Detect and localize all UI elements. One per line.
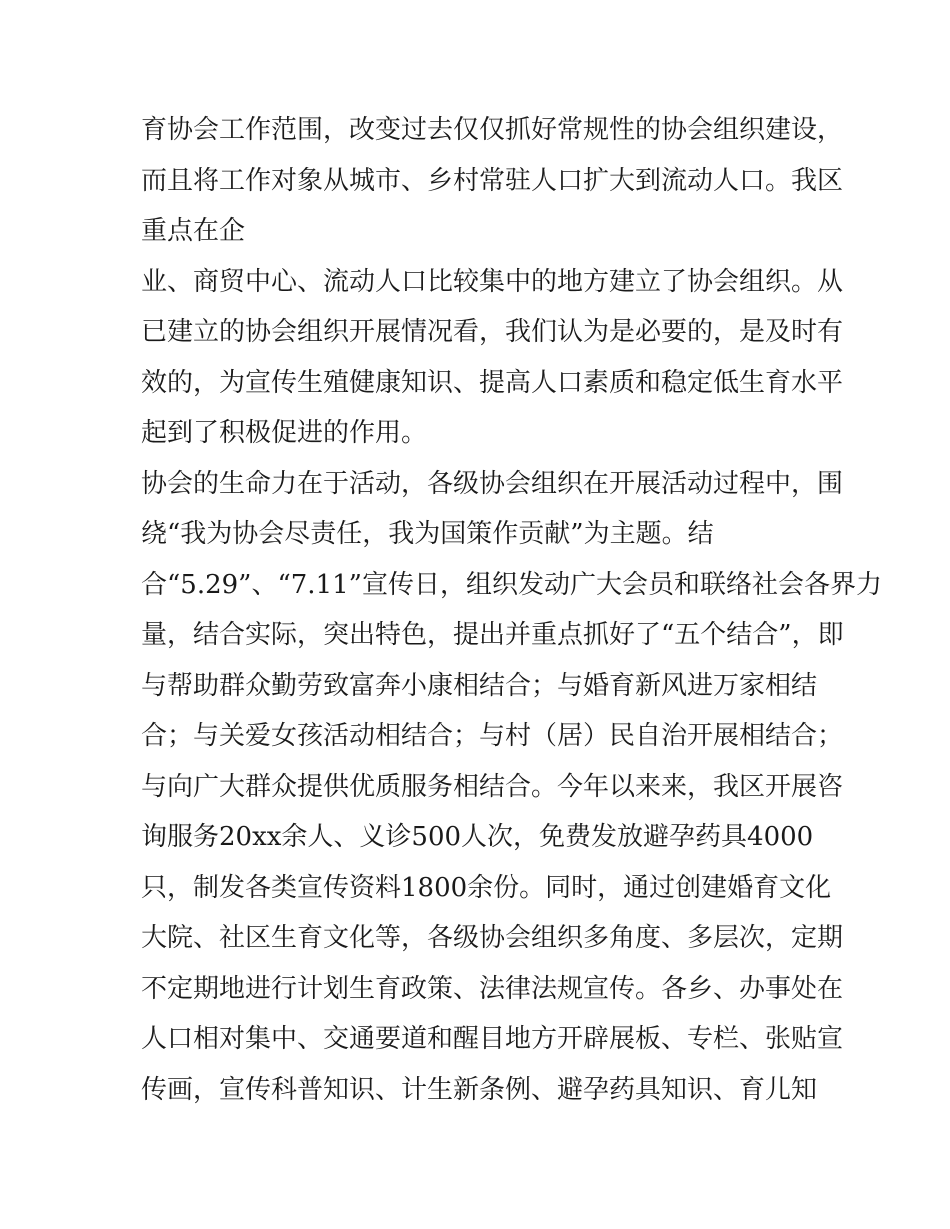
text-line: 合；与关爱女孩活动相结合；与村（居）民自治开展相结合； bbox=[141, 721, 844, 751]
text-line: 起到了积极促进的作用。 bbox=[141, 418, 428, 448]
text-line: 大院、社区生育文化等，各级协会组织多角度、多层次，定期 bbox=[141, 923, 844, 953]
text-line: 与帮助群众勤劳致富奔小康相结合；与婚育新风进万家相结 bbox=[141, 670, 818, 701]
text-line: 合“5.29”、“7.11”宣传日，组织发动广大会员和联络社会各界力 bbox=[141, 569, 882, 600]
text-line: 协会的生命力在于活动，各级协会组织在开展活动过程中，围 bbox=[141, 468, 844, 499]
text-line: 已建立的协会组织开展情况看，我们认为是必要的，是及时有 bbox=[141, 317, 844, 347]
text-line: 而且将工作对象从城市、乡村常驻人口扩大到流动人口。我区 bbox=[141, 165, 844, 196]
text-line: 重点在企 bbox=[141, 216, 246, 246]
text-line: 量，结合实际，突出特色，提出并重点抓好了“五个结合”，即 bbox=[141, 620, 844, 650]
text-line: 不定期地进行计划生育政策、法律法规宣传。各乡、办事处在 bbox=[141, 973, 844, 1004]
text-line: 传画，宣传科普知识、计生新条例、避孕药具知识、育儿知 bbox=[141, 1074, 818, 1105]
text-line: 绕“我为协会尽责任，我为国策作贡献”为主题。结 bbox=[141, 519, 714, 549]
text-line: 人口相对集中、交通要道和醒目地方开辟展板、专栏、张贴宣 bbox=[141, 1024, 844, 1054]
text-line: 只，制发各类宣传资料1800余份。同时，通过创建婚育文化 bbox=[141, 872, 832, 903]
text-line: 育协会工作范围，改变过去仅仅抓好常规性的协会组织建设， bbox=[141, 115, 844, 145]
text-line: 询服务20xx余人、义诊500人次，免费发放避孕药具4000 bbox=[141, 822, 814, 852]
document-body bbox=[141, 105, 882, 1115]
text-line: 与向广大群众提供优质服务相结合。今年以来来，我区开展咨 bbox=[141, 771, 844, 802]
text-line: 业、商贸中心、流动人口比较集中的地方建立了协会组织。从 bbox=[141, 266, 844, 297]
text-line: 效的，为宣传生殖健康知识、提高人口素质和稳定低生育水平 bbox=[141, 367, 844, 398]
